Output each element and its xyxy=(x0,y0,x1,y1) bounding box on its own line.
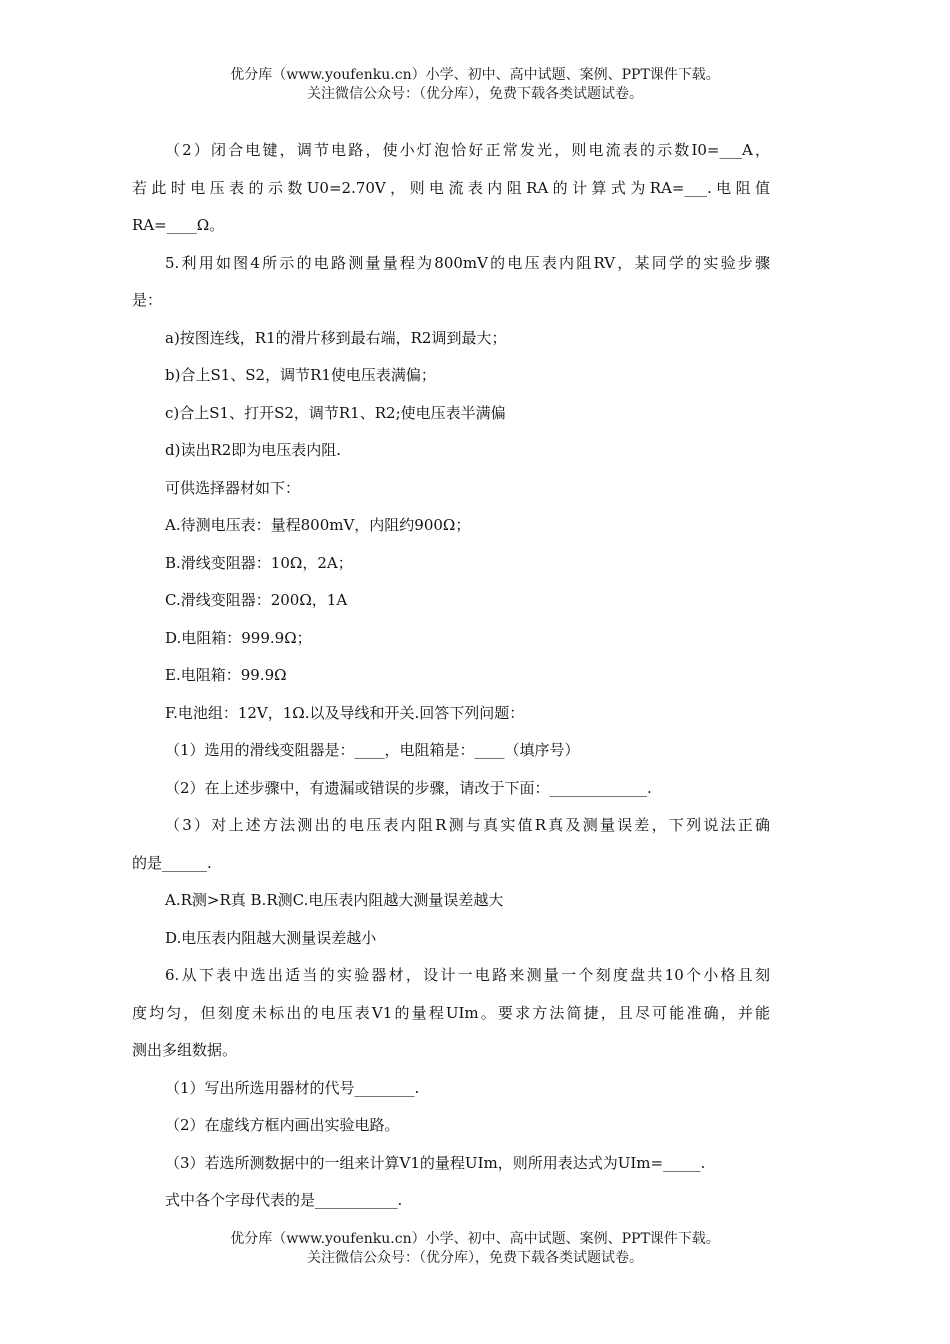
q5-equipment-c: C.滑线变阻器：200Ω，1A xyxy=(165,591,348,609)
q5-option-d: D.电压表内阻越大测量误差越小 xyxy=(165,928,377,947)
q5-stem-line1: 5.利用如图4所示的电路测量量程为800mV的电压表内阻RV，某同学的实验步骤 xyxy=(165,253,770,272)
q6-sub3: （3）若选所测数据中的一组来计算V1的量程UIm，则所用表达式为UIm=_____. xyxy=(165,1153,706,1172)
q5-sub2: （2）在上述步骤中，有遗漏或错误的步骤，请改于下面：_____________. xyxy=(165,778,652,797)
q6-stem-line3: 测出多组数据。 xyxy=(132,1041,238,1059)
q6-sub1: （1）写出所选用器材的代号________. xyxy=(165,1078,420,1097)
q6-stem-line2: 度均匀，但刻度未标出的电压表V1的量程UIm。要求方法简捷，且尽可能准确，并能 xyxy=(132,1003,770,1022)
q5-equipment-e: E.电阻箱：99.9Ω xyxy=(165,666,287,684)
q4-part2-line3: RA=____Ω。 xyxy=(132,216,225,234)
q4-part2-line1: （2）闭合电键，调节电路，使小灯泡恰好正常发光，则电流表的示数I0=___A， xyxy=(165,141,770,159)
q5-options-row1 xyxy=(132,882,770,920)
q5-option-c: C.电压表内阻越大测量误差越大 xyxy=(292,891,504,909)
q5-step-a: a)按图连线，R1的滑片移到最右端，R2调到最大； xyxy=(165,328,507,347)
page-footer xyxy=(0,1230,950,1268)
q5-stem-line2: 是： xyxy=(132,291,163,309)
q5-equipment-a: A.待测电压表：量程800mV，内阻约900Ω； xyxy=(165,516,471,534)
footer-line-2: 关注微信公众号：（优分库），免费下载各类试题试卷。 xyxy=(307,1250,643,1266)
q5-equipment-intro: 可供选择器材如下： xyxy=(165,478,301,497)
q5-sub3-line2: 的是______. xyxy=(132,853,212,872)
q5-sub3-line1: （3）对上述方法测出的电压表内阻R测与真实值R真及测量误差，下列说法正确 xyxy=(165,816,770,834)
q6-sub2: （2）在虚线方框内画出实验电路。 xyxy=(165,1116,400,1134)
document-body xyxy=(132,132,770,1220)
header-line-1: 优分库（www.youfenku.cn）小学、初中、高中试题、案例、PPT课件下载。 xyxy=(230,67,720,83)
header-line-2: 关注微信公众号：（优分库），免费下载各类试题试卷。 xyxy=(307,86,643,102)
q5-equipment-f: F.电池组：12V，1Ω.以及导线和开关.回答下列问题： xyxy=(165,703,525,722)
q5-step-d: d)读出R2即为电压表内阻. xyxy=(165,441,342,459)
q5-step-c: c)合上S1、打开S2，调节R1、R2;使电压表半满偏 xyxy=(165,403,506,422)
footer-line-1: 优分库（www.youfenku.cn）小学、初中、高中试题、案例、PPT课件下载。 xyxy=(230,1231,720,1247)
q6-stem-line1: 6.从下表中选出适当的实验器材，设计一电路来测量一个刻度盘共10个小格且刻 xyxy=(165,966,770,984)
q5-option-ab: A.R测>R真 B.R测 xyxy=(165,891,293,909)
page-header xyxy=(0,66,950,104)
q5-equipment-d: D.电阻箱：999.9Ω； xyxy=(165,628,312,647)
q5-sub1: （1）选用的滑线变阻器是：____，电阻箱是：____（填序号） xyxy=(165,741,580,759)
q6-sub3-tail: 式中各个字母代表的是___________. xyxy=(165,1191,403,1209)
q5-step-b: b)合上S1、S2，调节R1使电压表满偏； xyxy=(165,366,436,384)
q5-equipment-b: B.滑线变阻器：10Ω，2A； xyxy=(165,553,353,572)
q4-part2-line2: 若此时电压表的示数U0=2.70V，则电流表内阻RA的计算式为RA=___.电阻值 xyxy=(132,178,770,197)
